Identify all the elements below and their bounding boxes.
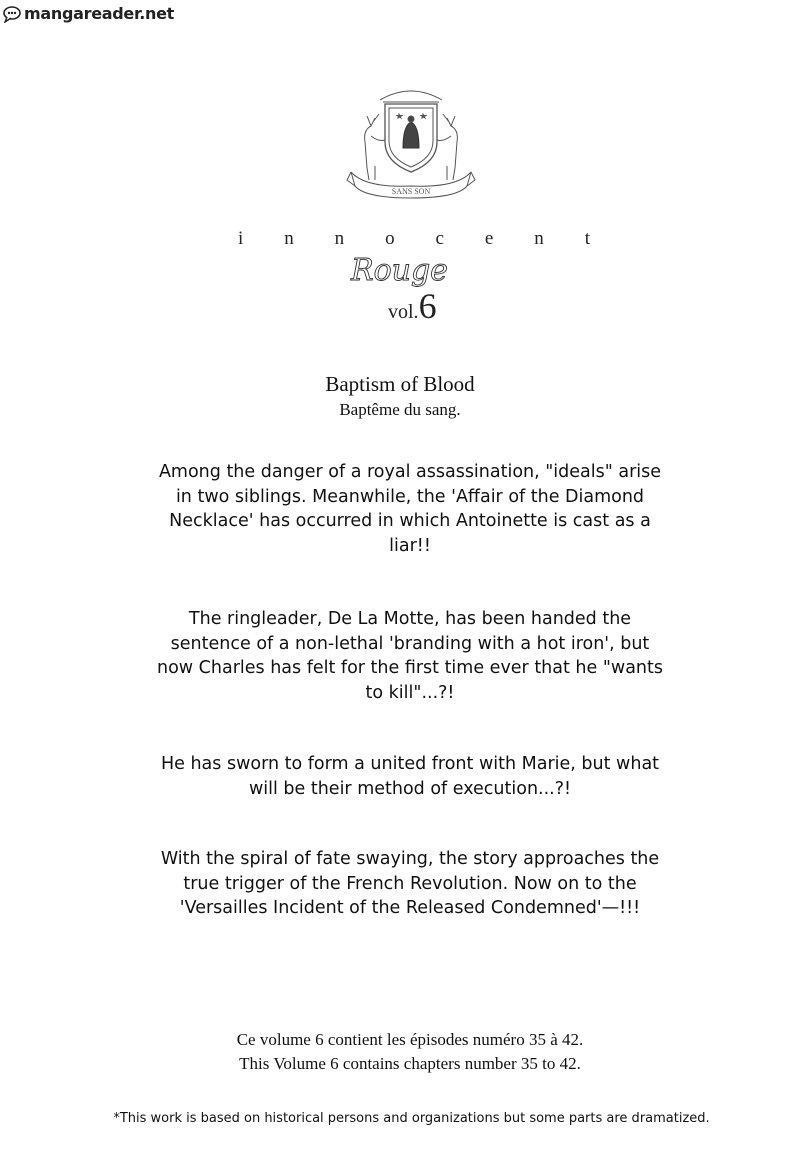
volume-number: 6 bbox=[418, 286, 437, 326]
title-letter: i bbox=[238, 228, 244, 249]
synopsis-paragraph: The ringleader, De La Motte, has been handed the sentence of a non-lethal 'branding with a hot iron', but now Charles has felt for the first time ever that he "wants to kill"...?! bbox=[156, 609, 663, 703]
synopsis-paragraph: With the spiral of fate swaying, the story approaches the true trigger of the French Revolution. Now on to the 'Versailles Incident of the Released Condemned'—!!! bbox=[160, 849, 660, 918]
watermark-text: mangareader.net bbox=[24, 4, 175, 23]
disclaimer-footnote: *This work is based on historical persons and organizations but some parts are dramatized. bbox=[113, 1111, 710, 1126]
title-letter: c bbox=[435, 228, 444, 249]
series-subtitle: Rouge bbox=[351, 253, 448, 288]
speech-bubble-icon bbox=[2, 5, 22, 23]
site-watermark bbox=[2, 4, 174, 23]
heraldic-crest bbox=[345, 80, 477, 202]
contents-note-en: This Volume 6 contains chapters number 35 to 42. bbox=[239, 1054, 581, 1073]
volume-label bbox=[388, 288, 437, 324]
title-letter: o bbox=[385, 228, 395, 249]
volume-prefix: vol. bbox=[388, 301, 419, 323]
title-letter: n bbox=[334, 228, 345, 249]
contents-note-fr: Ce volume 6 contient les épisodes numéro 35 à 42. bbox=[236, 1030, 584, 1049]
title-letter: e bbox=[484, 228, 494, 249]
chapter-title-en: Baptism of Blood bbox=[325, 372, 475, 396]
title-letter: n bbox=[534, 228, 544, 249]
chapter-title-fr: Baptême du sang. bbox=[339, 400, 461, 419]
title-letter: t bbox=[584, 228, 590, 249]
crest-motto: SANS SON bbox=[391, 187, 431, 196]
title-letter: n bbox=[284, 228, 294, 249]
synopsis-paragraph: He has sworn to form a united front with Marie, but what will be their method of execution...?! bbox=[160, 754, 660, 799]
synopsis-paragraph: Among the danger of a royal assassination, "ideals" arise in two siblings. Meanwhile, the 'Affair of the Diamond Necklace' has occurred in which Antoinette is cast as a liar!! bbox=[158, 462, 662, 556]
